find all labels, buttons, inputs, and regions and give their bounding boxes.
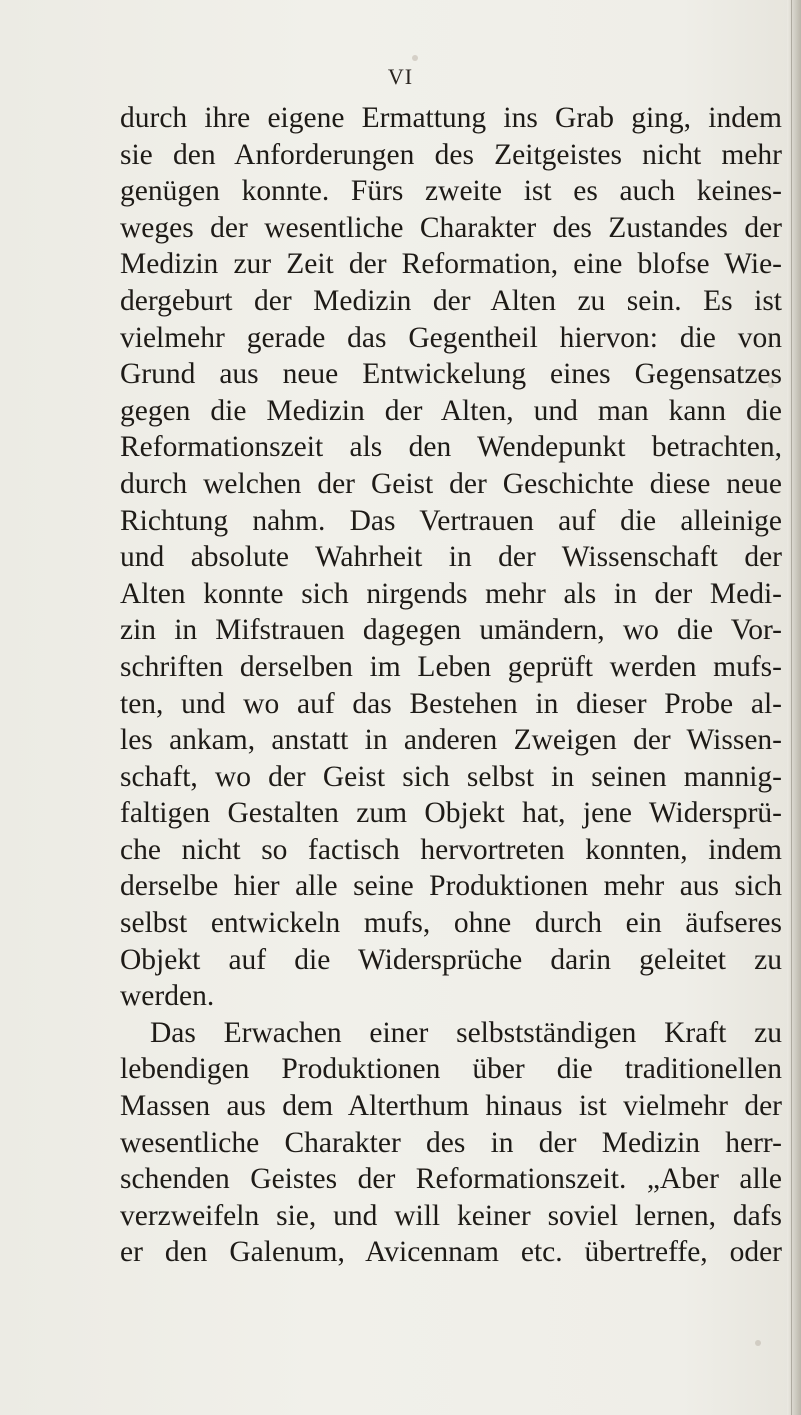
text-line: genügen konnte. Fürs zweite ist es auch keines- [120, 175, 782, 208]
body-text [120, 100, 782, 1271]
text-line: vielmehr gerade das Gegentheil hiervon: die von [120, 321, 782, 354]
text-line: schaft, wo der Geist sich selbst in seinen mannig- [120, 760, 782, 793]
text-line: faltigen Gestalten zum Objekt hat, jene Widersprü- [120, 797, 782, 830]
text-line: weges der wesentliche Charakter des Zustandes der [120, 211, 782, 244]
text-line: schriften derselben im Leben geprüft werden mufs- [120, 650, 782, 683]
text-line: Alten konnte sich nirgends mehr als in der Medi- [120, 577, 782, 610]
paper-spot [755, 1340, 761, 1346]
text-line: Grund aus neue Entwickelung eines Gegensatzes [120, 358, 782, 391]
text-line: derselbe hier alle seine Produktionen mehr aus sich [120, 870, 782, 903]
paper-spot [412, 55, 418, 61]
text-line: Reformationszeit als den Wendepunkt betrachten, [120, 431, 782, 464]
text-line: Richtung nahm. Das Vertrauen auf die alleinige [120, 504, 782, 537]
text-line: schenden Geistes der Reformationszeit. „Aber alle [120, 1163, 782, 1196]
text-line: wesentliche Charakter des in der Medizin herr- [120, 1126, 782, 1159]
text-line: er den Galenum, Avicennam etc. übertreffe, oder [120, 1236, 782, 1269]
text-line: verzweifeln sie, und will keiner soviel lernen, dafs [120, 1199, 782, 1232]
page-number: VI [387, 64, 414, 89]
text-line: les ankam, anstatt in anderen Zweigen der Wissen- [120, 724, 782, 757]
text-line: durch ihre eigene Ermattung ins Grab ging, indem [120, 102, 782, 134]
text-line: Das Erwachen einer selbstständigen Kraft zu [150, 1016, 782, 1049]
text-line: und absolute Wahrheit in der Wissenschaft der [120, 541, 782, 574]
text-line: dergeburt der Medizin der Alten zu sein. Es ist [120, 284, 782, 317]
text-line: lebendigen Produktionen über die traditionellen [120, 1053, 782, 1086]
text-line: werden. [120, 980, 215, 1013]
text-line: Medizin zur Zeit der Reformation, eine blofse Wie- [120, 248, 782, 281]
text-line: sie den Anforderungen des Zeitgeistes nicht mehr [120, 138, 782, 171]
text-line: Massen aus dem Alterthum hinaus ist vielmehr der [120, 1090, 782, 1123]
text-line: selbst entwickeln mufs, ohne durch ein äufseres [120, 907, 782, 940]
text-line: ten, und wo auf das Bestehen in dieser Probe al- [120, 687, 782, 720]
text-line: che nicht so factisch hervortreten konnten, indem [120, 833, 782, 866]
page-edge-shadow [787, 0, 801, 1415]
text-line: zin in Mifstrauen dagegen umändern, wo die Vor- [120, 614, 782, 647]
page-edge-line [791, 0, 792, 1415]
text-line: gegen die Medizin der Alten, und man kann die [120, 394, 782, 427]
text-line: durch welchen der Geist der Geschichte diese neue [120, 467, 782, 500]
text-line: Objekt auf die Widersprüche darin geleitet zu [120, 943, 782, 976]
